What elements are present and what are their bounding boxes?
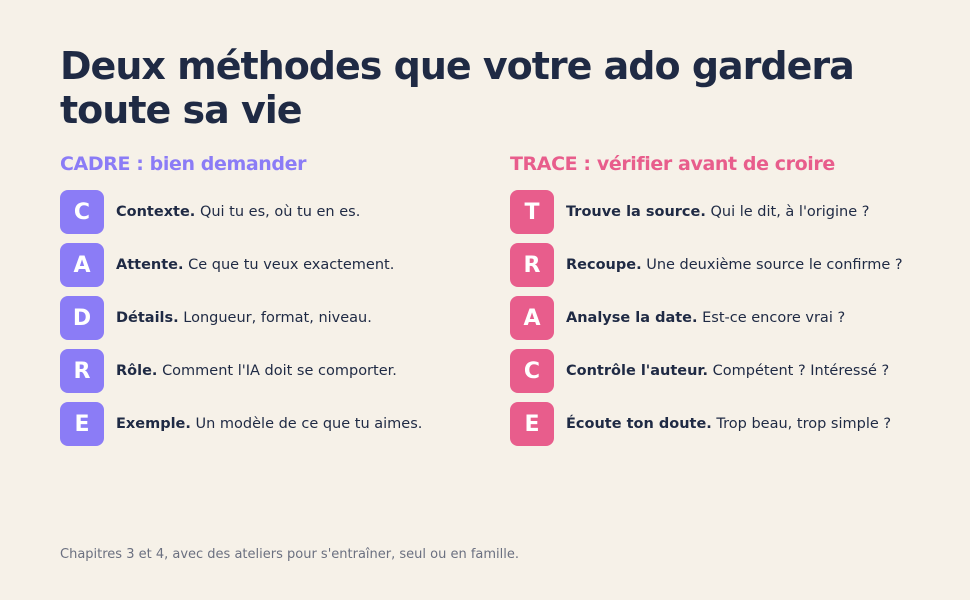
cadre-item-role bbox=[60, 349, 460, 393]
trace-item-analyse bbox=[510, 296, 910, 340]
letter-badge: E bbox=[60, 402, 104, 446]
item-text bbox=[566, 202, 869, 223]
item-term: Contexte. bbox=[116, 203, 196, 220]
item-description: Trop beau, trop simple ? bbox=[716, 415, 892, 432]
item-description: Comment l'IA doit se comporter. bbox=[162, 362, 397, 379]
item-text bbox=[116, 202, 360, 223]
cadre-heading: CADRE : bien demander bbox=[60, 153, 307, 175]
trace-heading: TRACE : vérifier avant de croire bbox=[510, 153, 835, 175]
item-term: Contrôle l'auteur. bbox=[566, 362, 709, 379]
letter-badge: A bbox=[510, 296, 554, 340]
trace-column bbox=[510, 150, 910, 455]
letter-badge: T bbox=[510, 190, 554, 234]
item-text bbox=[116, 361, 397, 382]
item-term: Exemple. bbox=[116, 415, 191, 432]
item-description: Qui tu es, où tu en es. bbox=[199, 203, 361, 220]
item-description: Ce que tu veux exactement. bbox=[188, 256, 395, 273]
item-description: Un modèle de ce que tu aimes. bbox=[195, 415, 423, 432]
letter-badge: A bbox=[60, 243, 104, 287]
item-text bbox=[566, 308, 845, 329]
item-description: Qui le dit, à l'origine ? bbox=[710, 203, 870, 220]
item-text bbox=[116, 414, 422, 435]
item-description: Longueur, format, niveau. bbox=[183, 309, 372, 326]
item-term: Rôle. bbox=[116, 362, 158, 379]
cadre-item-attente bbox=[60, 243, 460, 287]
cadre-column bbox=[60, 150, 460, 455]
item-text bbox=[116, 255, 394, 276]
letter-badge: C bbox=[60, 190, 104, 234]
letter-badge: D bbox=[60, 296, 104, 340]
item-text bbox=[566, 255, 903, 276]
item-term: Trouve la source. bbox=[566, 203, 706, 220]
trace-item-recoupe bbox=[510, 243, 910, 287]
trace-list bbox=[510, 190, 910, 446]
footnote: Chapitres 3 et 4, avec des ateliers pour s'entraîner, seul ou en famille. bbox=[60, 547, 519, 562]
trace-item-ecoute bbox=[510, 402, 910, 446]
trace-item-controle bbox=[510, 349, 910, 393]
letter-badge: E bbox=[510, 402, 554, 446]
item-description: Est-ce encore vrai ? bbox=[702, 309, 846, 326]
cadre-item-details bbox=[60, 296, 460, 340]
letter-badge: C bbox=[510, 349, 554, 393]
cadre-list bbox=[60, 190, 460, 446]
page-title: Deux méthodes que votre ado gardera toute sa vie bbox=[60, 44, 854, 132]
item-term: Analyse la date. bbox=[566, 309, 698, 326]
item-term: Détails. bbox=[116, 309, 179, 326]
item-text bbox=[116, 308, 372, 329]
item-term: Recoupe. bbox=[566, 256, 642, 273]
item-description: Compétent ? Intéressé ? bbox=[712, 362, 890, 379]
item-term: Écoute ton doute. bbox=[566, 415, 712, 432]
item-text bbox=[566, 414, 891, 435]
letter-badge: R bbox=[510, 243, 554, 287]
cadre-item-exemple bbox=[60, 402, 460, 446]
cadre-item-contexte bbox=[60, 190, 460, 234]
item-term: Attente. bbox=[116, 256, 184, 273]
trace-item-trouve bbox=[510, 190, 910, 234]
letter-badge: R bbox=[60, 349, 104, 393]
item-description: Une deuxième source le confirme ? bbox=[646, 256, 903, 273]
item-text bbox=[566, 361, 889, 382]
